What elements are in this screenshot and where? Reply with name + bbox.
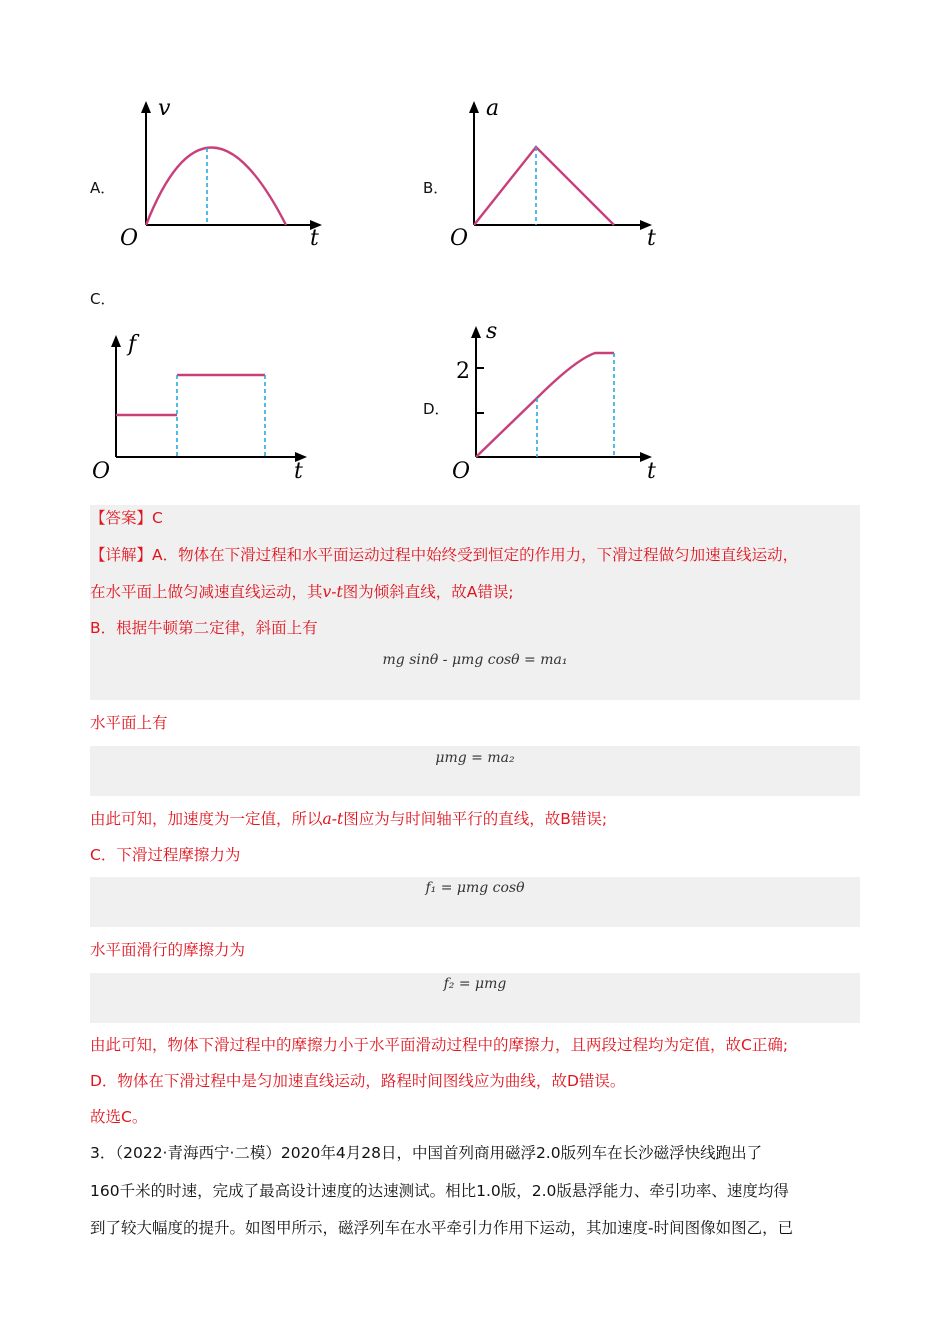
horizontal-1: 水平面上有 <box>90 714 168 732</box>
x-axis-label: t <box>294 459 303 484</box>
conclusion-c: 由此可知，物体下滑过程中的摩擦力小于水平面滑动过程中的摩擦力，且两段过程均为定值，故C正确; <box>90 1036 789 1054</box>
origin-label: O <box>92 459 111 484</box>
x-axis-label: t <box>310 226 319 251</box>
answer-block <box>90 505 860 700</box>
y-axis-label: f <box>128 332 137 357</box>
horizontal-2: 水平面滑行的摩擦力为 <box>90 941 246 959</box>
y-axis-label: s <box>486 319 498 344</box>
formula-2: μmg = ma₂ <box>435 750 515 766</box>
acceleration-curve <box>474 147 614 225</box>
origin-label: O <box>450 226 469 251</box>
option-c-label: C． <box>90 290 116 308</box>
detail-line-1: 【详解】A．物体在下滑过程和水平面运动过程中始终受到恒定的作用力，下滑过程做匀加速直线运动， <box>90 546 799 564</box>
b-intro: B．根据牛顿第二定律，斜面上有 <box>90 619 318 637</box>
option-a-label: A． <box>90 179 116 197</box>
origin-label: O <box>452 459 471 484</box>
x-axis-label: t <box>647 459 656 484</box>
tick-label-2: 2 <box>456 359 470 384</box>
detail-line-2: 在水平面上做匀减速直线运动，其v-t图为倾斜直线，故A错误; <box>90 583 514 601</box>
c-intro: C．下滑过程摩擦力为 <box>90 846 241 864</box>
graph-d <box>440 318 670 483</box>
option-d-label: D． <box>423 400 450 418</box>
formula-3: f₁ = μmg cosθ <box>425 880 525 896</box>
question-3-line-2: 160千米的时速，完成了最高设计速度的达速测试。相比1.0版，2.0版悬浮能力、牵引功率、速度均得 <box>90 1182 789 1200</box>
velocity-curve <box>146 148 286 226</box>
graph-a <box>110 95 340 255</box>
formula-1: mg sinθ - μmg cosθ = ma₁ <box>382 652 568 668</box>
y-axis-arrow <box>141 101 151 113</box>
y-axis-label: a <box>486 96 500 121</box>
y-axis-arrow <box>469 101 479 113</box>
graph-c <box>80 325 330 485</box>
formula-4: f₂ = μmg <box>443 976 507 992</box>
distance-curve <box>476 353 614 457</box>
origin-label: O <box>120 226 139 251</box>
question-3-line-1: 3．（2022·青海西宁·二模）2020年4月28日，中国首列商用磁浮2.0版列车在长沙磁浮快线跑出了 <box>90 1144 763 1162</box>
x-axis-label: t <box>647 226 656 251</box>
option-b-label: B． <box>423 179 449 197</box>
final-answer: 故选C。 <box>90 1108 148 1126</box>
conclusion-b: 由此可知，加速度为一定值，所以a-t图应为与时间轴平行的直线，故B错误; <box>90 810 608 828</box>
graph-b <box>440 95 670 255</box>
y-axis-arrow <box>471 326 481 338</box>
question-3-line-3: 到了较大幅度的提升。如图甲所示，磁浮列车在水平牵引力作用下运动，其加速度-时间图像如图乙，已 <box>90 1219 794 1237</box>
conclusion-d: D．物体在下滑过程中是匀加速直线运动，路程时间图线应为曲线，故D错误。 <box>90 1072 626 1090</box>
answer-line: 【答案】C <box>90 509 163 527</box>
y-axis-arrow <box>111 335 121 347</box>
y-axis-label: v <box>158 96 171 121</box>
